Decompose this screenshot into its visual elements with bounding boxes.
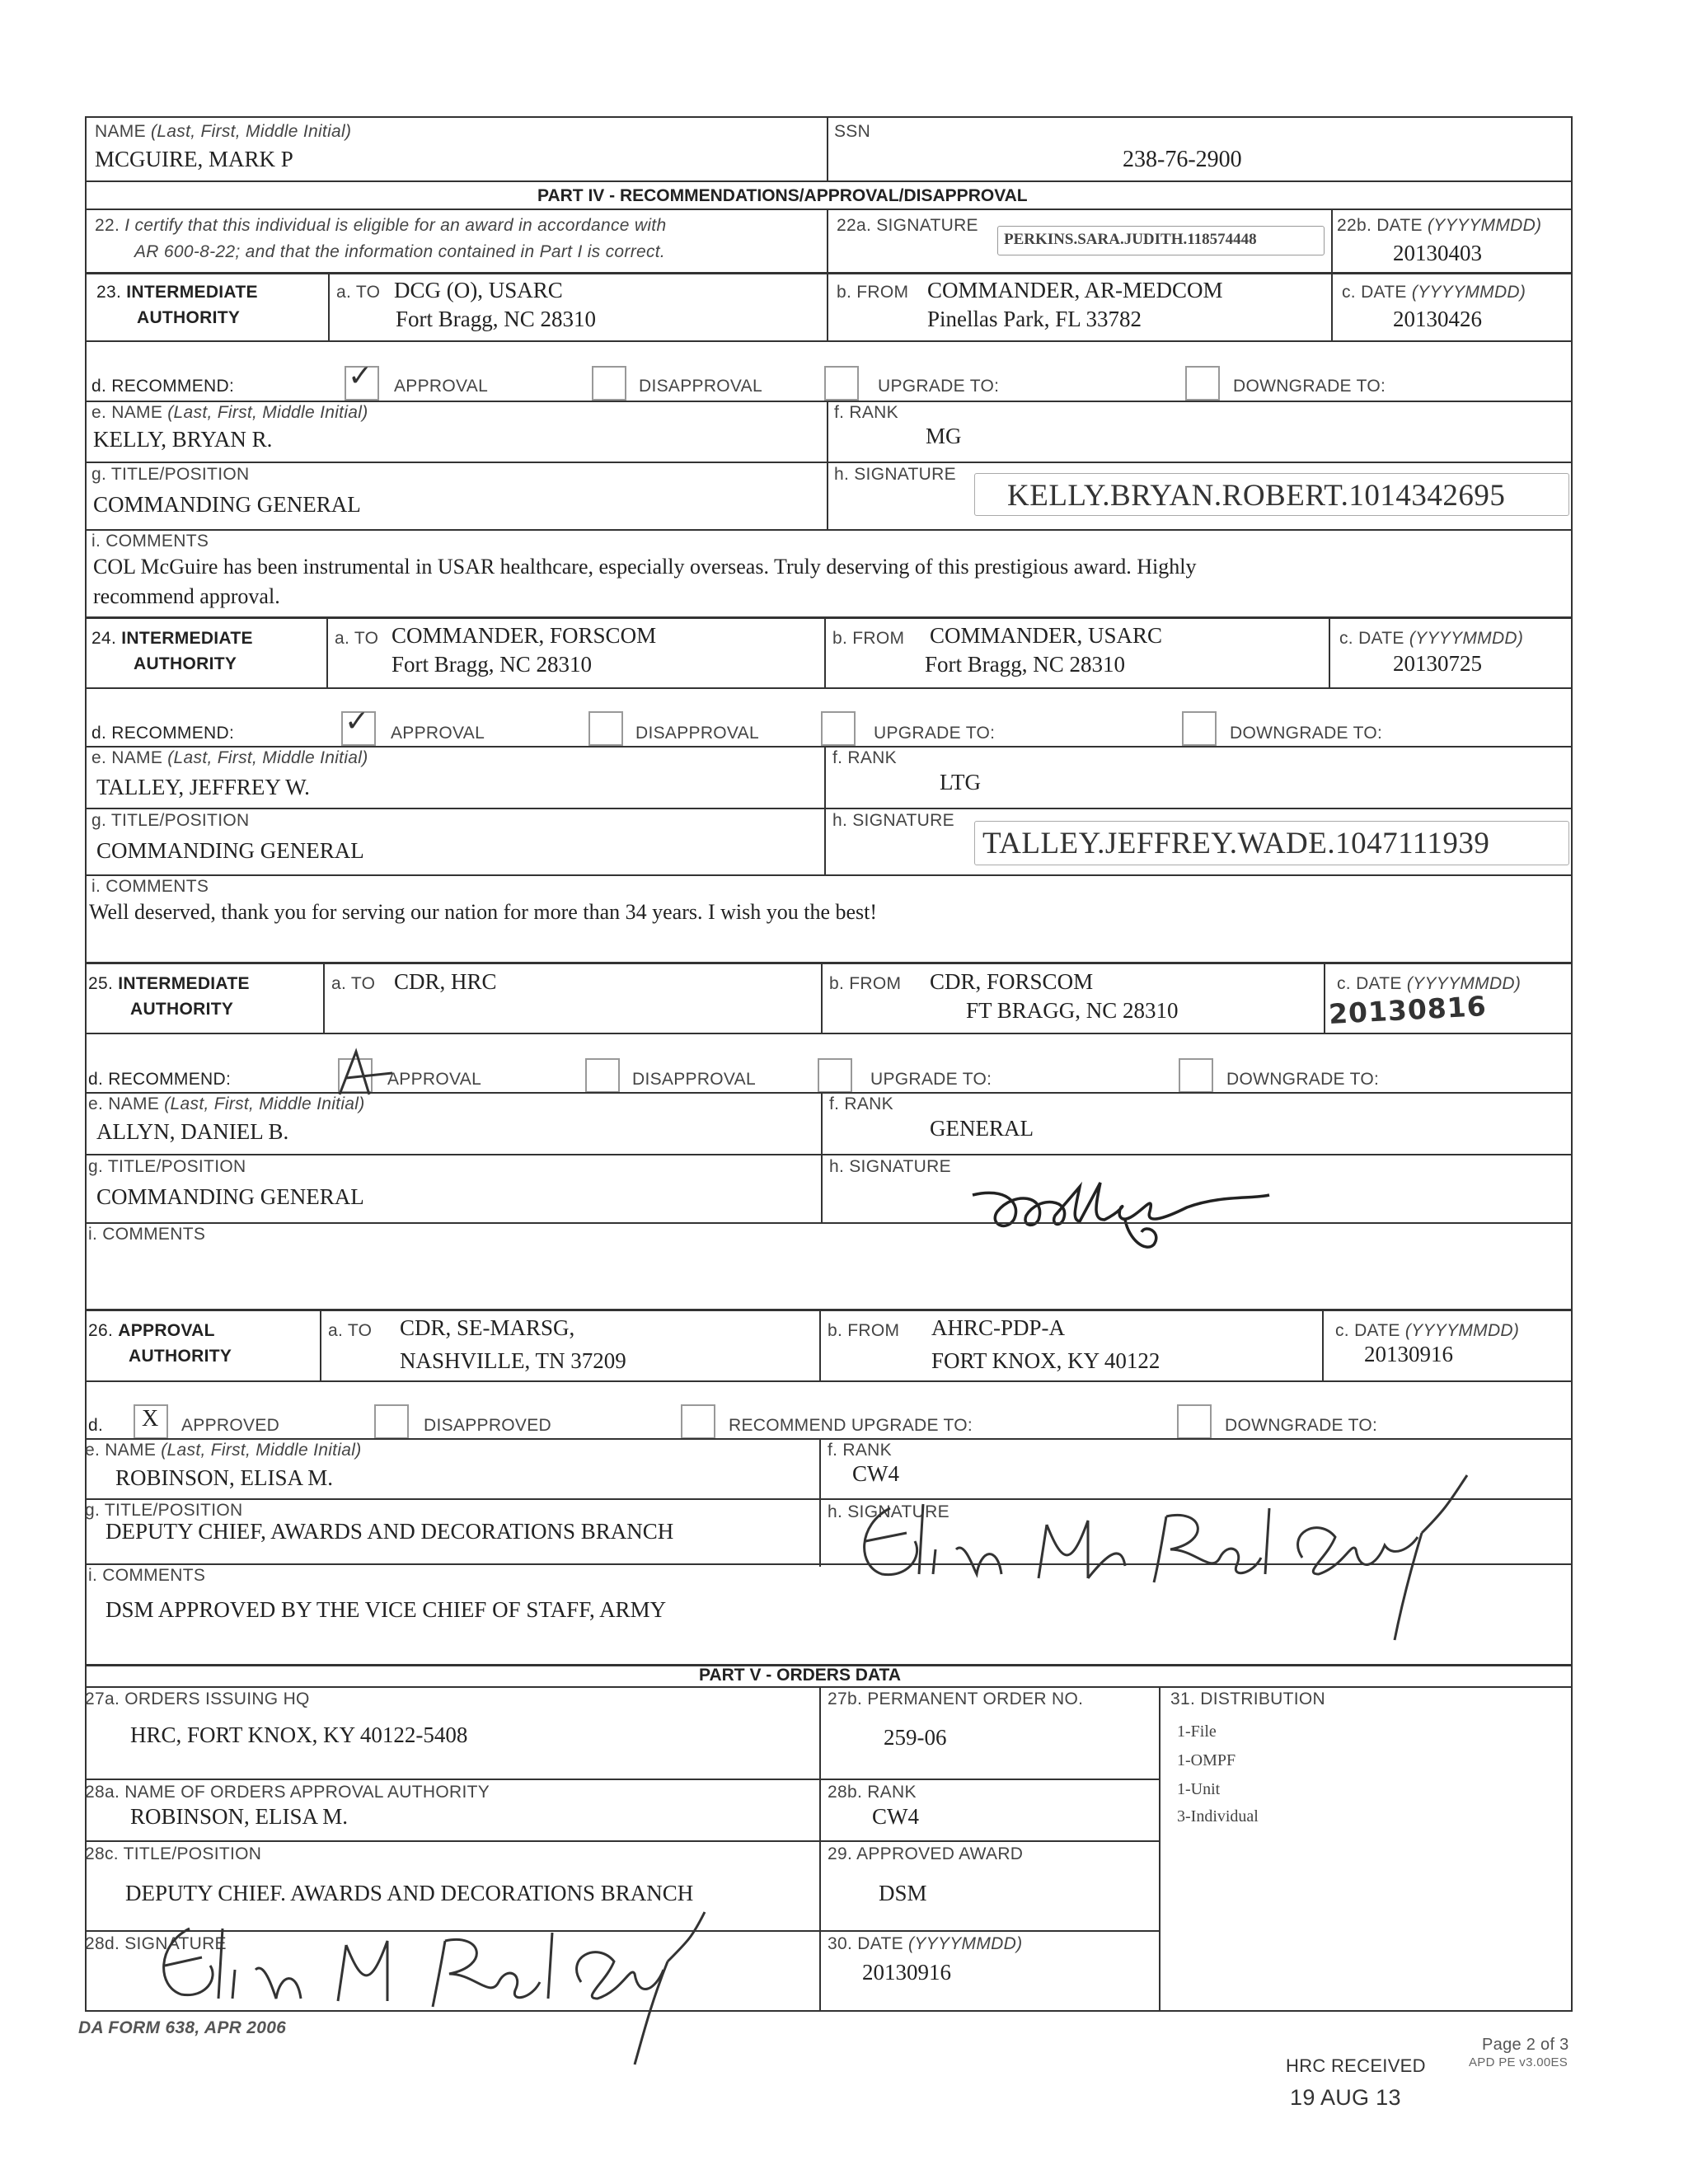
block-25-handwritten-signature — [956, 1162, 1302, 1261]
received-stamp-line-2: 19 AUG 13 — [1290, 2085, 1401, 2110]
block-26-title-1: APPROVAL — [118, 1321, 215, 1340]
orders-title-value: DEPUTY CHIEF. AWARDS AND DECORATIONS BRANCH — [125, 1881, 694, 1905]
block-26-name-value: ROBINSON, ELISA M. — [115, 1465, 334, 1490]
block-24-title-2: AUTHORITY — [134, 654, 237, 673]
block-26-date-label: c. DATE — [1335, 1321, 1400, 1340]
block-24-rank-value: LTG — [940, 770, 982, 794]
block-25-upgrade-label: UPGRADE TO: — [870, 1070, 992, 1089]
block-25-recommend-label: d. RECOMMEND: — [88, 1070, 232, 1089]
block-24-to-line-2: Fort Bragg, NC 28310 — [392, 652, 592, 677]
block-23-disapproval-checkbox[interactable] — [592, 366, 626, 401]
block-23-name-hint: (Last, First, Middle Initial) — [167, 403, 368, 422]
orders-rank-label: 28b. RANK — [828, 1783, 917, 1802]
block-24-date-value: 20130725 — [1393, 651, 1482, 676]
block-23-disapproval-label: DISAPPROVAL — [639, 377, 762, 396]
block-24-recommend-label: d. RECOMMEND: — [91, 724, 235, 743]
block-26-approved-mark: X — [142, 1406, 159, 1432]
block-23-rank-label: f. RANK — [834, 403, 898, 422]
block-23-comments-label: i. COMMENTS — [91, 532, 209, 551]
block-25-upgrade-checkbox[interactable] — [818, 1058, 852, 1093]
block-26-name-hint: (Last, First, Middle Initial) — [161, 1441, 362, 1460]
block-23-downgrade-label: DOWNGRADE TO: — [1233, 377, 1386, 396]
block-23-from-label: b. FROM — [837, 283, 909, 302]
block-23-number: 23. — [96, 283, 122, 302]
block-23-from-line-1: COMMANDER, AR-MEDCOM — [927, 278, 1223, 302]
block-23-from-line-2: Pinellas Park, FL 33782 — [927, 307, 1142, 331]
block-25-date-label: c. DATE — [1337, 974, 1402, 993]
permanent-order-value: 259-06 — [884, 1725, 947, 1750]
orders-handwritten-signature — [124, 1896, 717, 2069]
block-26-sig-label: h. SIGNATURE — [828, 1502, 950, 1521]
distribution-item: 1-File — [1177, 1722, 1217, 1741]
block-23-title-2: AUTHORITY — [137, 308, 241, 327]
block-25-disapproval-checkbox[interactable] — [585, 1058, 620, 1093]
block-26-date-hint: (YYYYMMDD) — [1404, 1321, 1520, 1340]
check-mark-icon: ✓ — [345, 705, 370, 738]
block-26-downgrade-label: DOWNGRADE TO: — [1225, 1416, 1378, 1435]
block-26-title-value: DEPUTY CHIEF, AWARDS AND DECORATIONS BRANCH — [106, 1519, 674, 1544]
orders-issuing-hq-value: HRC, FORT KNOX, KY 40122-5408 — [130, 1722, 468, 1747]
block-23-upgrade-label: UPGRADE TO: — [878, 377, 1000, 396]
block-24-upgrade-checkbox[interactable] — [821, 711, 856, 746]
block-25-number: 25. — [88, 974, 114, 993]
block-24-title-1: INTERMEDIATE — [121, 629, 253, 648]
block-22-date-hint: (YYYYMMDD) — [1428, 216, 1542, 235]
block-24-date-label: c. DATE — [1339, 629, 1404, 648]
block-23-approval-label: APPROVAL — [394, 377, 489, 396]
block-23-title-label: g. TITLE/POSITION — [91, 465, 250, 484]
block-23-date-hint: (YYYYMMDD) — [1411, 283, 1526, 302]
block-25-to-label: a. TO — [331, 974, 376, 993]
block-26-d-label: d. — [88, 1416, 104, 1435]
block-24-from-label: b. FROM — [832, 629, 905, 648]
block-23-date-label: c. DATE — [1342, 283, 1407, 302]
block-22-number: 22. — [95, 216, 120, 235]
block-24-to-line-1: COMMANDER, FORSCOM — [392, 623, 657, 648]
block-26-rank-value: CW4 — [852, 1461, 899, 1486]
block-25-title-value: COMMANDING GENERAL — [96, 1184, 364, 1209]
block-24-downgrade-label: DOWNGRADE TO: — [1230, 724, 1383, 743]
block-23-title-1: INTERMEDIATE — [126, 283, 258, 302]
block-26-from-label: b. FROM — [828, 1321, 900, 1340]
block-26-to-label: a. TO — [328, 1321, 373, 1340]
block-23-date-value: 20130426 — [1393, 307, 1482, 331]
block-25-date-value-handwritten: 20130816 — [1328, 990, 1488, 1030]
block-26-comments-line-1: DSM APPROVED BY THE VICE CHIEF OF STAFF, ARMY — [106, 1597, 667, 1622]
block-23-recommend-label: d. RECOMMEND: — [91, 377, 235, 396]
approval-authority-value: ROBINSON, ELISA M. — [130, 1804, 349, 1829]
block-23-sig-label: h. SIGNATURE — [834, 465, 956, 484]
block-25-title-2: AUTHORITY — [130, 1000, 234, 1019]
block-26-from-line-1: AHRC-PDP-A — [931, 1315, 1066, 1340]
block-25-from-label: b. FROM — [829, 974, 902, 993]
block-23-to-label: a. TO — [336, 283, 381, 302]
block-25-from-line-1: CDR, FORSCOM — [930, 969, 1094, 994]
block-25-approval-label: APPROVAL — [387, 1070, 482, 1089]
ssn-value: 238-76-2900 — [1123, 147, 1242, 172]
permanent-order-label: 27b. PERMANENT ORDER NO. — [828, 1690, 1084, 1708]
block-24-sig-label: h. SIGNATURE — [832, 811, 954, 830]
block-25-rank-value: GENERAL — [930, 1116, 1034, 1141]
block-24-number: 24. — [91, 629, 117, 648]
block-25-from-line-2: FT BRAGG, NC 28310 — [966, 998, 1179, 1023]
block-24-to-label: a. TO — [335, 629, 379, 648]
block-25-sig-label: h. SIGNATURE — [829, 1157, 951, 1176]
block-26-downgrade-checkbox[interactable] — [1177, 1404, 1212, 1439]
block-24-name-value: TALLEY, JEFFREY W. — [96, 775, 310, 799]
block-24-disapproval-label: DISAPPROVAL — [635, 724, 759, 743]
block-24-comments-line-1: Well deserved, thank you for serving our nation for more than 34 years. I wish you the best! — [89, 900, 878, 924]
certify-line-2: AR 600-8-22; and that the information contained in Part I is correct. — [134, 242, 666, 261]
block-24-title-label: g. TITLE/POSITION — [91, 811, 250, 830]
block-26-name-label: e. NAME — [85, 1441, 157, 1460]
block-24-from-line-1: COMMANDER, USARC — [930, 623, 1163, 648]
distribution-label: 31. DISTRIBUTION — [1170, 1690, 1325, 1708]
block-26-comments-label: i. COMMENTS — [88, 1566, 206, 1585]
block-22-sig-label: 22a. SIGNATURE — [837, 216, 978, 235]
block-24-title-value: COMMANDING GENERAL — [96, 838, 364, 863]
orders-date-label: 30. DATE — [828, 1934, 903, 1953]
block-23-to-line-2: Fort Bragg, NC 28310 — [396, 307, 596, 331]
block-23-title-value: COMMANDING GENERAL — [93, 492, 361, 517]
block-23-comments-line-2: recommend approval. — [93, 584, 280, 608]
approval-authority-label: 28a. NAME OF ORDERS APPROVAL AUTHORITY — [85, 1783, 490, 1802]
block-26-disapproved-label: DISAPPROVED — [424, 1416, 552, 1435]
block-23-name-value: KELLY, BRYAN R. — [93, 427, 273, 452]
orders-signature-label: 28d. SIGNATURE — [85, 1934, 227, 1953]
block-26-from-line-2: FORT KNOX, KY 40122 — [931, 1348, 1160, 1373]
block-24-name-label: e. NAME — [91, 748, 163, 767]
block-25-title-label: g. TITLE/POSITION — [88, 1157, 246, 1176]
block-22-date-label: 22b. DATE — [1337, 216, 1423, 235]
form-version: APD PE v3.00ES — [1469, 2055, 1568, 2069]
block-24-from-line-2: Fort Bragg, NC 28310 — [925, 652, 1125, 677]
block-24-downgrade-checkbox[interactable] — [1182, 711, 1217, 746]
block-26-handwritten-signature — [841, 1459, 1484, 1648]
block-26-disapproved-checkbox[interactable] — [374, 1404, 409, 1439]
block-26-date-value: 20130916 — [1364, 1342, 1453, 1366]
block-24-approval-label: APPROVAL — [391, 724, 485, 743]
orders-title-label: 28c. TITLE/POSITION — [85, 1844, 262, 1863]
form-id: DA FORM 638, APR 2006 — [78, 2018, 287, 2037]
block-26-rank-label: f. RANK — [828, 1441, 892, 1460]
block-26-title-label: g. TITLE/POSITION — [85, 1501, 243, 1520]
block-24-date-hint: (YYYYMMDD) — [1409, 629, 1524, 648]
block-25-downgrade-checkbox[interactable] — [1179, 1058, 1213, 1093]
block-23-upgrade-checkbox[interactable] — [824, 366, 859, 401]
block-26-approved-label: APPROVED — [181, 1416, 280, 1435]
name-label-hint: (Last, First, Middle Initial) — [151, 122, 352, 141]
block-25-rank-label: f. RANK — [829, 1094, 893, 1113]
block-23-to-line-1: DCG (O), USARC — [394, 278, 563, 302]
part-iv-title: PART IV - RECOMMENDATIONS/APPROVAL/DISAPPROVAL — [537, 186, 1028, 205]
block-25-name-label: e. NAME — [88, 1094, 160, 1113]
block-24-disapproval-checkbox[interactable] — [588, 711, 623, 746]
block-25-date-hint: (YYYYMMDD) — [1406, 974, 1522, 993]
orders-date-value: 20130916 — [862, 1960, 951, 1985]
block-26-title-2: AUTHORITY — [129, 1347, 232, 1366]
block-24-rank-label: f. RANK — [832, 748, 897, 767]
block-23-digital-signature: KELLY.BRYAN.ROBERT.1014342695 — [1007, 479, 1506, 513]
block-24-name-hint: (Last, First, Middle Initial) — [167, 748, 368, 767]
orders-date-hint: (YYYYMMDD) — [908, 1934, 1023, 1953]
block-25-name-hint: (Last, First, Middle Initial) — [164, 1094, 365, 1113]
orders-issuing-hq-label: 27a. ORDERS ISSUING HQ — [85, 1690, 310, 1708]
block-25-comments-label: i. COMMENTS — [88, 1225, 206, 1244]
block-23-name-label: e. NAME — [91, 403, 163, 422]
block-23-rank-value: MG — [926, 424, 962, 448]
block-23-downgrade-checkbox[interactable] — [1185, 366, 1220, 401]
name-label: NAME — [95, 122, 146, 141]
name-value: MCGUIRE, MARK P — [95, 147, 293, 171]
block-22-date-value: 20130403 — [1393, 241, 1482, 265]
block-26-to-line-2: NASHVILLE, TN 37209 — [400, 1348, 626, 1373]
part-v-title: PART V - ORDERS DATA — [699, 1666, 901, 1685]
page-number: Page 2 of 3 — [1482, 2036, 1569, 2054]
approved-award-value: DSM — [879, 1881, 927, 1905]
block-25-name-value: ALLYN, DANIEL B. — [96, 1119, 289, 1144]
block-24-comments-label: i. COMMENTS — [91, 877, 209, 896]
block-26-number: 26. — [88, 1321, 114, 1340]
block-25-to-line-1: CDR, HRC — [394, 969, 497, 994]
approved-award-label: 29. APPROVED AWARD — [828, 1844, 1024, 1863]
orders-rank-value: CW4 — [872, 1804, 919, 1829]
block-26-upgrade-checkbox[interactable] — [681, 1404, 715, 1439]
distribution-item: 1-Unit — [1177, 1780, 1221, 1798]
block-26-to-line-1: CDR, SE-MARSG, — [400, 1315, 575, 1340]
received-stamp-line-1: HRC RECEIVED — [1286, 2055, 1426, 2076]
block-26-upgrade-label: RECOMMEND UPGRADE TO: — [729, 1416, 973, 1435]
check-mark-icon: ✓ — [348, 359, 373, 393]
distribution-item: 1-OMPF — [1177, 1751, 1236, 1769]
block-22-digital-signature: PERKINS.SARA.JUDITH.118574448 — [1004, 231, 1257, 248]
block-25-disapproval-label: DISAPPROVAL — [632, 1070, 756, 1089]
ssn-label: SSN — [834, 122, 871, 141]
certify-line-1: I certify that this individual is eligible for an award in accordance with — [124, 216, 667, 235]
block-25-downgrade-label: DOWNGRADE TO: — [1226, 1070, 1380, 1089]
block-25-title-1: INTERMEDIATE — [118, 974, 250, 993]
distribution-item: 3-Individual — [1177, 1807, 1259, 1825]
block-23-comments-line-1: COL McGuire has been instrumental in USAR healthcare, especially overseas. Truly deserving of this prestigious award. Highly — [93, 555, 1197, 579]
block-24-digital-signature: TALLEY.JEFFREY.WADE.1047111939 — [982, 827, 1490, 860]
block-24-upgrade-label: UPGRADE TO: — [874, 724, 996, 743]
